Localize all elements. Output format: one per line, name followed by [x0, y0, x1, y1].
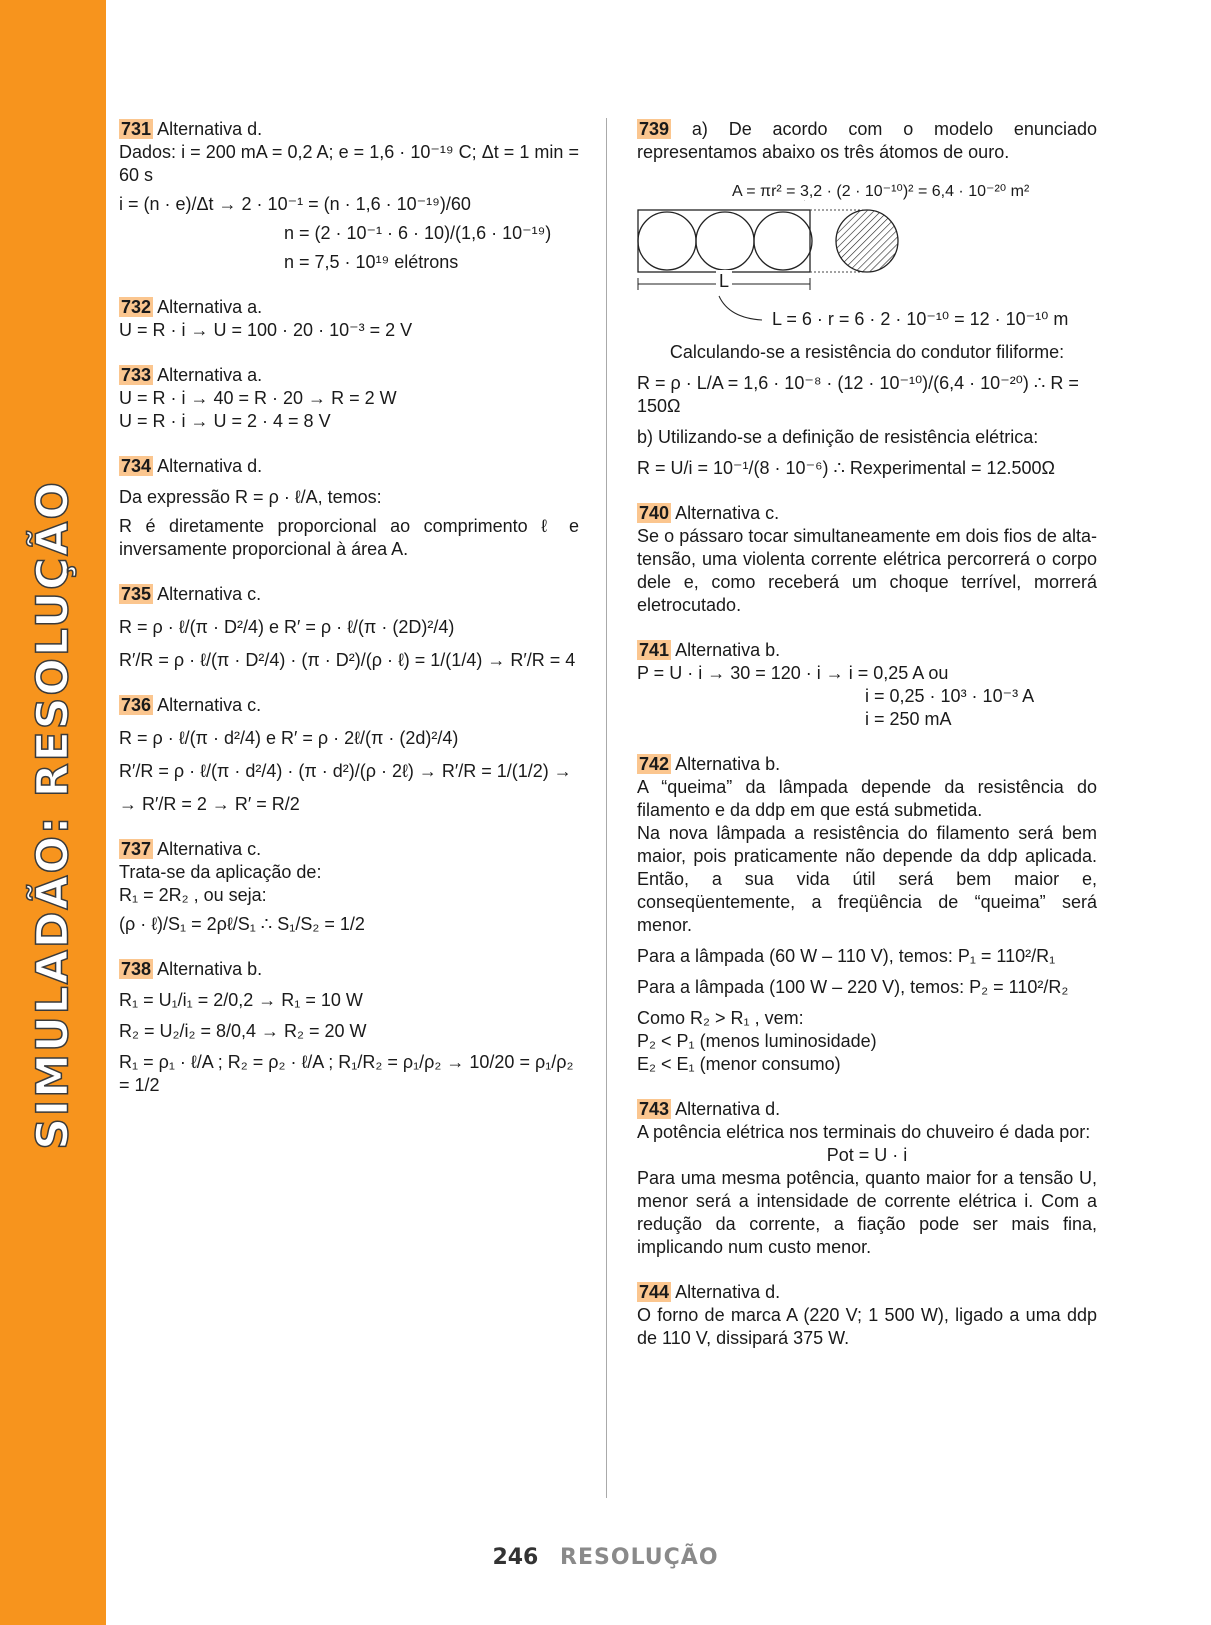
- left-column: [119, 118, 579, 1119]
- equation: R = ρ · L/A = 1,6 · 10⁻⁸ · (12 · 10⁻¹⁰)/(6,4 · 10⁻²⁰) ∴ R = 150Ω: [637, 373, 1079, 416]
- problem-number: 740: [639, 503, 670, 523]
- problem-number: 735: [121, 584, 152, 604]
- page-number: 246: [492, 1545, 539, 1570]
- footer-label: RESOLUÇÃO: [560, 1545, 719, 1570]
- column-divider: [606, 118, 607, 1498]
- equation: P = U · i → 30 = 120 · i → i = 0,25 A ou: [637, 663, 949, 683]
- equation: R₁ = ρ₁ · ℓ/A ; R₂ = ρ₂ · ℓ/A ; R₁/R₂ = ρ₁/ρ₂ → 10/20 = ρ₁/ρ₂ = 1/2: [119, 1052, 574, 1095]
- text-line: b) Utilizando-se a definição de resistência elétrica:: [637, 427, 1039, 447]
- equation: R′/R = ρ · ℓ/(π · d²/4) · (π · d²)/(ρ · 2ℓ) → R′/R = 1/(1/2) →: [119, 761, 572, 781]
- text-line: Trata-se da aplicação de:: [119, 862, 322, 882]
- answer: Alternativa b.: [675, 640, 781, 660]
- equation: R = ρ · ℓ/(π · D²/4) e R′ = ρ · ℓ/(π · (2D)²/4): [119, 617, 455, 637]
- equation: n = (2 · 10⁻¹ · 6 · 10)/(1,6 · 10⁻¹⁹): [284, 223, 552, 243]
- problem-number: 737: [121, 839, 152, 859]
- equation: Para a lâmpada (100 W – 220 V), temos: P₂ = 110²/R₂: [637, 977, 1069, 997]
- equation: (ρ · ℓ)/S₁ = 2ρℓ/S₁ ∴ S₁/S₂ = 1/2: [119, 914, 365, 934]
- answer: Alternativa b.: [157, 959, 263, 979]
- answer: Alternativa a.: [157, 365, 263, 385]
- paragraph: Se o pássaro tocar simultaneamente em dois fios de alta-tensão, uma violenta corrente elétrica percorrerá o corpo dele e, como receberá um choque terrível, morrerá eletrocutado.: [637, 526, 1097, 615]
- equation: U = R · i → U = 100 · 20 · 10⁻³ = 2 V: [119, 320, 413, 340]
- problem-number: 741: [639, 640, 670, 660]
- problem-733: [119, 364, 579, 433]
- equation: i = 0,25 · 10³ · 10⁻³ A: [865, 686, 1035, 706]
- problem-732: [119, 296, 579, 342]
- problem-739: [637, 118, 1097, 480]
- equation: n = 7,5 · 10¹⁹ elétrons: [284, 252, 459, 272]
- right-column: [637, 118, 1097, 1372]
- data-line: Dados: i = 200 mA = 0,2 A; e = 1,6 · 10⁻¹⁹ C; Δt = 1 min = 60 s: [119, 142, 579, 185]
- length-label: L: [716, 270, 732, 293]
- paragraph: Na nova lâmpada a resistência do filamento será bem maior, pois praticamente não depende da ddp aplicada. Então, a sua vida útil será bem maior e, conseqüentemente, a freqüência de “queima” será menor.: [637, 823, 1097, 935]
- answer: Alternativa c.: [157, 584, 262, 604]
- problem-number: 734: [121, 456, 152, 476]
- problem-734: [119, 455, 579, 561]
- problem-736: [119, 694, 579, 816]
- equation: R′/R = ρ · ℓ/(π · D²/4) · (π · D²)/(ρ · ℓ) = 1/(1/4) → R′/R = 4: [119, 650, 576, 670]
- answer: Alternativa c.: [675, 503, 780, 523]
- equation: U = R · i → 40 = R · 20 → R = 2 W: [119, 388, 397, 408]
- paragraph: a) De acordo com o modelo enunciado representamos abaixo os três átomos de ouro.: [637, 119, 1097, 162]
- text-line: P₂ < P₁ (menos luminosidade): [637, 1031, 877, 1051]
- problem-741: [637, 639, 1097, 731]
- problem-number: 739: [639, 119, 670, 139]
- problem-742: [637, 753, 1097, 1076]
- problem-731: [119, 118, 579, 274]
- answer: Alternativa c.: [157, 839, 262, 859]
- problem-number: 743: [639, 1099, 670, 1119]
- equation: Para a lâmpada (60 W – 110 V), temos: P₁ = 110²/R₁: [637, 946, 1056, 966]
- answer: Alternativa b.: [675, 754, 781, 774]
- problem-735: [119, 583, 579, 672]
- problem-744: [637, 1281, 1097, 1350]
- problem-number: 731: [121, 119, 152, 139]
- problem-738: [119, 958, 579, 1097]
- equation: R = U/i = 10⁻¹/(8 · 10⁻⁶) ∴ Rexperimental = 12.500Ω: [637, 458, 1055, 478]
- area-formula: A = πr² = 3,2 · (2 · 10⁻¹⁰)² = 6,4 · 10⁻²⁰ m²: [732, 183, 1030, 200]
- paragraph: A “queima” da lâmpada depende da resistência do filamento e da ddp em que está submetida.: [637, 777, 1097, 820]
- paragraph: O forno de marca A (220 V; 1 500 W), ligado a uma ddp de 110 V, dissipará 375 W.: [637, 1305, 1097, 1348]
- problem-737: [119, 838, 579, 936]
- paragraph: A potência elétrica nos terminais do chuveiro é dada por:: [637, 1122, 1091, 1142]
- page-footer: [0, 1545, 1211, 1570]
- paragraph: Para uma mesma potência, quanto maior for a tensão U, menor será a intensidade de corrente elétrica i. Com a redução da corrente, a fiação pode ser mais fina, implicando num custo menor.: [637, 1168, 1097, 1257]
- text-line: E₂ < E₁ (menor consumo): [637, 1054, 841, 1074]
- answer: Alternativa d.: [157, 119, 263, 139]
- answer: Alternativa c.: [157, 695, 262, 715]
- answer: Alternativa d.: [675, 1282, 781, 1302]
- sidebar: [0, 0, 106, 1625]
- problem-number: 738: [121, 959, 152, 979]
- problem-number: 733: [121, 365, 152, 385]
- equation: Pot = U · i: [826, 1145, 908, 1165]
- equation: R₁ = U₁/i₁ = 2/0,2 → R₁ = 10 W: [119, 990, 363, 1010]
- problem-740: [637, 502, 1097, 617]
- problem-743: [637, 1098, 1097, 1259]
- text-line: Calculando-se a resistência do condutor filiforme:: [669, 342, 1065, 362]
- problem-number: 744: [639, 1282, 670, 1302]
- sidebar-title: SIMULADÃO: RESOLUÇÃO: [27, 480, 79, 1150]
- problem-number: 742: [639, 754, 670, 774]
- problem-number: 732: [121, 297, 152, 317]
- equation: R₁ = 2R₂ , ou seja:: [119, 885, 267, 905]
- answer: Alternativa d.: [157, 456, 263, 476]
- problem-number: 736: [121, 695, 152, 715]
- answer: Alternativa d.: [675, 1099, 781, 1119]
- gold-atoms-diagram: [637, 170, 1097, 329]
- equation: i = (n · e)/Δt → 2 · 10⁻¹ = (n · 1,6 · 10⁻¹⁹)/60: [119, 194, 471, 214]
- equation: R = ρ · ℓ/(π · d²/4) e R′ = ρ · 2ℓ/(π · (2d)²/4): [119, 728, 459, 748]
- equation: U = R · i → U = 2 · 4 = 8 V: [119, 411, 331, 431]
- equation: → R′/R = 2 → R′ = R/2: [119, 794, 300, 814]
- paragraph: R é diretamente proporcional ao comprimento ℓ e inversamente proporcional à área A.: [119, 516, 579, 559]
- equation: i = 250 mA: [865, 709, 952, 729]
- equation: Da expressão R = ρ · ℓ/A, temos:: [119, 487, 382, 507]
- equation: R₂ = U₂/i₂ = 8/0,4 → R₂ = 20 W: [119, 1021, 367, 1041]
- answer: Alternativa a.: [157, 297, 263, 317]
- text-line: Como R₂ > R₁ , vem:: [637, 1008, 804, 1028]
- length-formula: L = 6 · r = 6 · 2 · 10⁻¹⁰ = 12 · 10⁻¹⁰ m: [772, 309, 1069, 329]
